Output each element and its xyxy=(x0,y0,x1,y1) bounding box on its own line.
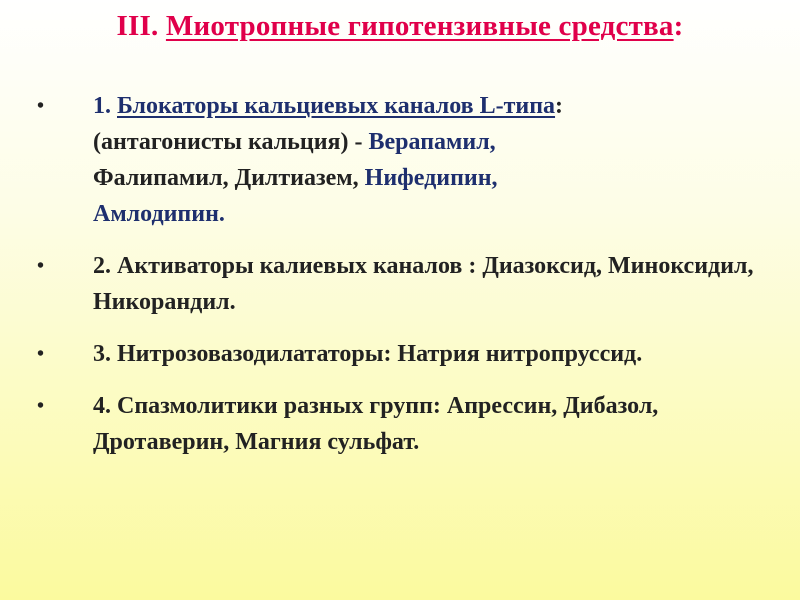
title-text: Миотропные гипотензивные средства xyxy=(165,10,674,42)
bullet-icon: • xyxy=(37,343,45,365)
list-item-3 xyxy=(0,336,800,372)
slide-title xyxy=(0,10,800,43)
bullet-icon: • xyxy=(37,255,45,277)
bullet-icon: • xyxy=(37,95,45,117)
item-1-drug-nifedipin: Нифедипин, xyxy=(364,165,498,191)
item-1-drug-verapamil: Верапамил, xyxy=(368,129,496,155)
item-1-heading: Блокаторы кальциевых каналов L-типа xyxy=(117,93,556,119)
item-3-text: 3. Нитрозовазодилататоры: Натрия нитропруссид. xyxy=(93,341,643,367)
item-1-number: 1. xyxy=(93,93,111,119)
title-colon: : xyxy=(673,10,684,42)
list-item-2 xyxy=(0,248,800,320)
item-4-text: 4. Спазмолитики разных групп: Апрессин, Дибазол, Дротаверин, Магния сульфат. xyxy=(93,393,659,455)
item-1-colon: : xyxy=(555,93,564,119)
bullet-icon: • xyxy=(37,395,45,417)
list-item-4 xyxy=(0,388,800,460)
title-numeral: III. xyxy=(116,10,159,42)
item-1-text-b: Фалипамил, Дилтиазем, xyxy=(93,165,365,191)
bullet-list xyxy=(0,88,800,476)
item-1-text-a: (антагонисты кальция) - xyxy=(93,129,369,155)
list-item-1 xyxy=(0,88,800,232)
item-1-drug-amlodipin: Амлодипин. xyxy=(93,201,225,227)
item-2-text: 2. Активаторы калиевых каналов : Диазоксид, Миноксидил, Никорандил. xyxy=(93,253,754,315)
